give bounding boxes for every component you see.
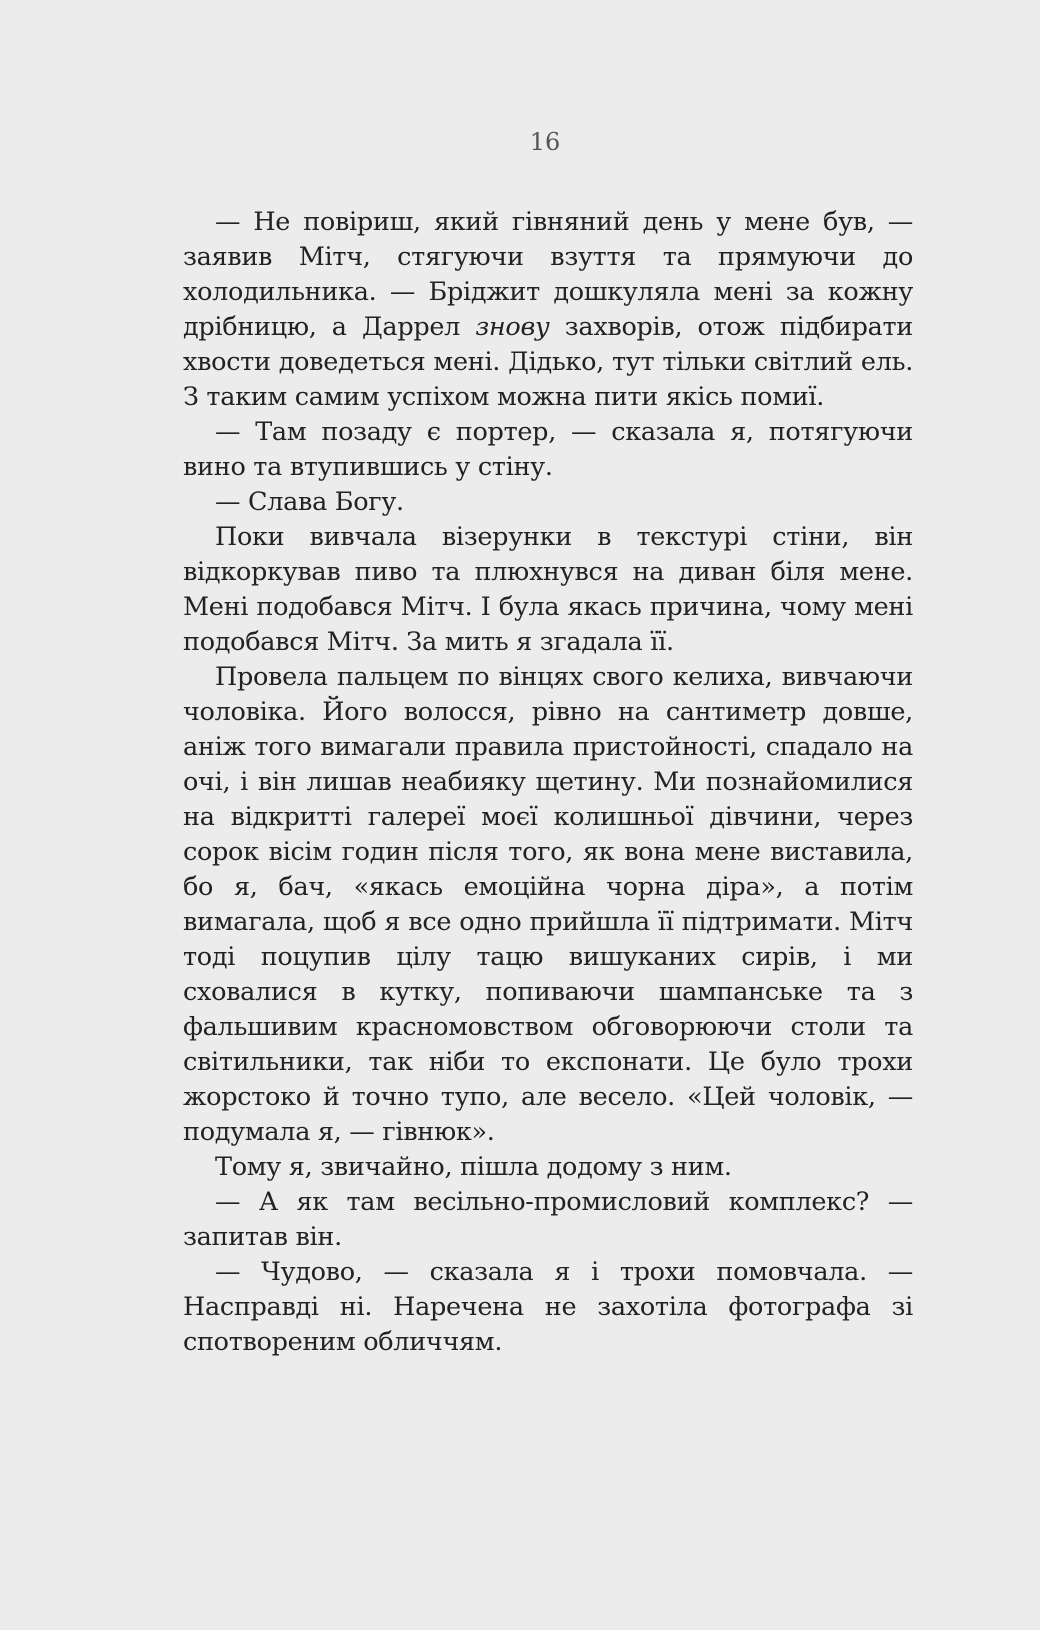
paragraph: — Там позаду є портер, — сказала я, потягуючи вино та втупившись у стіну.	[183, 417, 913, 482]
paragraph-text: захворів, отож підбирати хвости доведеться мені. Дідько, тут тільки світлий ель. З таким самим успіхом можна пити якісь помиї.	[183, 312, 913, 412]
paragraph: Провела пальцем по вінцях свого келиха, вивчаючи чоловіка. Його волосся, рівно на сантиметр довше, аніж того вимагали правила пристойності, спадало на очі, і він лишав неабияку щетину. Ми познайомилися на відкритті галереї моєї колишньої дівчини, через сорок вісім годин після того, як вона мене виставила, бо я, бач, «якась емоційна чорна діра», а потім вимагала, щоб я все одно прийшла її підтримати. Мітч тоді поцупив цілу тацю вишуканих сирів, і ми сховалися в кутку, попиваючи шампанське та з фальшивим красномовством обговорюючи столи та світильники, так ніби то експонати. Це було трохи жорстоко й точно тупо, але весело. «Цей чоловік, — подумала я, — гівнюк».	[183, 662, 913, 1147]
paragraph: — А як там весільно-промисловий комплекс? — запитав він.	[183, 1187, 913, 1252]
paragraph: — Слава Богу.	[215, 487, 404, 517]
body-text	[183, 205, 913, 1360]
emphasized-word: знову	[475, 312, 550, 342]
paragraph: — Чудово, — сказала я і трохи помовчала. — Насправді ні. Наречена не захотіла фотографа зі спотвореним обличчям.	[183, 1257, 913, 1357]
paragraph: Тому я, звичайно, пішла додому з ним.	[215, 1152, 732, 1182]
page-number: 16	[529, 128, 561, 156]
paragraph-text: — Не повіриш, який гівняний день у мене був, — заявив Мітч, стягуючи взуття та прямуючи до холодильника. — Бріджит дошкуляла мені за кожну дрібницю, а Даррел	[183, 207, 913, 342]
paragraph	[183, 205, 913, 415]
paragraph: Поки вивчала візерунки в текстурі стіни, він відкоркував пиво та плюхнувся на диван біля мене. Мені подобався Мітч. І була якась причина, чому мені подобався Мітч. За мить я згадала її.	[183, 522, 913, 657]
